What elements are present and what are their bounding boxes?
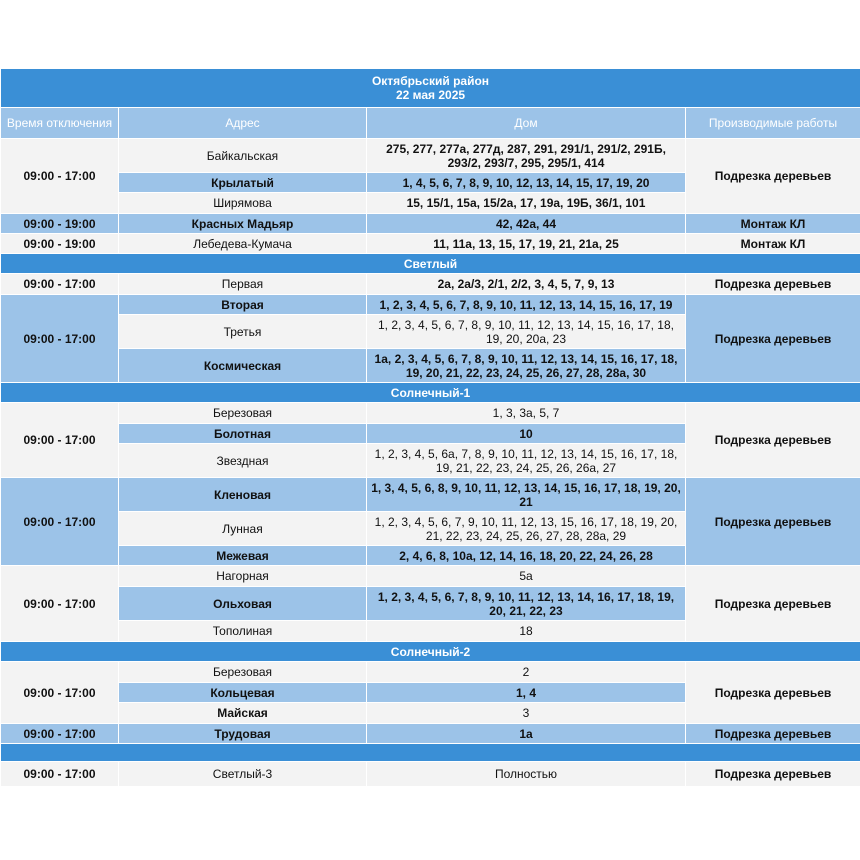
table-row	[1, 403, 860, 424]
house-numbers: 1, 2, 3, 4, 5, 6а, 7, 8, 9, 10, 11, 12, 13, 14, 15, 16, 17, 18, 19, 21, 22, 23, 24, 25, 26, 26а, 27	[367, 444, 686, 478]
street-name: Космическая	[119, 349, 367, 383]
section-separator	[1, 744, 860, 762]
table-title	[1, 69, 860, 108]
street-name: Межевая	[119, 546, 367, 566]
table-row	[1, 566, 860, 587]
work-type: Монтаж КЛ	[686, 234, 860, 254]
work-type: Подрезка деревьев	[686, 403, 860, 478]
house-numbers: 275, 277, 277а, 277д, 287, 291, 291/1, 291/2, 291Б, 293/2, 293/7, 295, 295/1, 414	[367, 139, 686, 173]
house-numbers: 1, 2, 3, 4, 5, 6, 7, 8, 9, 10, 11, 12, 13, 14, 16, 17, 18, 19, 20, 21, 22, 23	[367, 587, 686, 621]
house-numbers: 1, 4, 5, 6, 7, 8, 9, 10, 12, 13, 14, 15, 17, 19, 20	[367, 173, 686, 193]
table-row	[1, 274, 860, 295]
street-name: Третья	[119, 315, 367, 349]
house-numbers: 1, 2, 3, 4, 5, 6, 7, 8, 9, 10, 11, 12, 13, 14, 15, 16, 17, 18, 19, 20, 20а, 23	[367, 315, 686, 349]
house-numbers: 10	[367, 424, 686, 444]
house-numbers: 1, 3, 4, 5, 6, 8, 9, 10, 11, 12, 13, 14, 15, 16, 17, 18, 19, 20, 21	[367, 478, 686, 512]
house-numbers: 18	[367, 621, 686, 642]
street-name: Болотная	[119, 424, 367, 444]
work-type: Подрезка деревьев	[686, 724, 860, 744]
outage-time: 09:00 - 17:00	[1, 662, 119, 724]
house-numbers: 1, 2, 3, 4, 5, 6, 7, 9, 10, 11, 12, 13, 15, 16, 17, 18, 19, 20, 21, 22, 23, 24, 25, 26, 27, 28, 28а, 29	[367, 512, 686, 546]
street-name: Ольховая	[119, 587, 367, 621]
house-numbers: 1, 2, 3, 4, 5, 6, 7, 8, 9, 10, 11, 12, 13, 14, 15, 16, 17, 19	[367, 295, 686, 315]
street-name: Нагорная	[119, 566, 367, 587]
street-name: Лунная	[119, 512, 367, 546]
house-numbers: 42, 42а, 44	[367, 214, 686, 234]
table-row	[1, 234, 860, 254]
work-type: Подрезка деревьев	[686, 762, 860, 787]
outage-time: 09:00 - 17:00	[1, 566, 119, 642]
house-numbers: 1, 3, 3а, 5, 7	[367, 403, 686, 424]
section-title	[1, 744, 860, 762]
table-row	[1, 139, 860, 173]
outage-time: 09:00 - 19:00	[1, 234, 119, 254]
header-works: Производимые работы	[686, 108, 860, 139]
table-row	[1, 762, 860, 787]
header-time: Время отключения	[1, 108, 119, 139]
street-name: Светлый-3	[119, 762, 367, 787]
work-type: Монтаж КЛ	[686, 214, 860, 234]
outage-time: 09:00 - 17:00	[1, 295, 119, 383]
table-row	[1, 724, 860, 744]
house-numbers: Полностью	[367, 762, 686, 787]
work-type: Подрезка деревьев	[686, 295, 860, 383]
street-name: Кленовая	[119, 478, 367, 512]
table-row	[1, 478, 860, 512]
table-title-row	[1, 69, 860, 108]
house-numbers: 2	[367, 662, 686, 683]
street-name: Ширямова	[119, 193, 367, 214]
house-numbers: 5а	[367, 566, 686, 587]
outage-table	[0, 68, 860, 787]
street-name: Красных Мадьяр	[119, 214, 367, 234]
outage-time: 09:00 - 17:00	[1, 403, 119, 478]
district-name: Октябрьский район	[371, 74, 490, 88]
house-numbers: 1, 4	[367, 683, 686, 703]
work-type: Подрезка деревьев	[686, 274, 860, 295]
house-numbers: 2, 4, 6, 8, 10а, 12, 14, 16, 18, 20, 22, 24, 26, 28	[367, 546, 686, 566]
street-name: Крылатый	[119, 173, 367, 193]
house-numbers: 1а	[367, 724, 686, 744]
section-title: Солнечный-1	[1, 383, 860, 403]
work-type: Подрезка деревьев	[686, 566, 860, 642]
section-header-svetly	[1, 254, 860, 274]
street-name: Первая	[119, 274, 367, 295]
house-numbers: 15, 15/1, 15а, 15/2а, 17, 19а, 19Б, 36/1, 101	[367, 193, 686, 214]
street-name: Вторая	[119, 295, 367, 315]
outage-time: 09:00 - 17:00	[1, 478, 119, 566]
street-name: Березовая	[119, 662, 367, 683]
street-name: Березовая	[119, 403, 367, 424]
work-type: Подрезка деревьев	[686, 662, 860, 724]
outage-time: 09:00 - 17:00	[1, 274, 119, 295]
work-type: Подрезка деревьев	[686, 139, 860, 214]
outage-time: 09:00 - 17:00	[1, 724, 119, 744]
header-address: Адрес	[119, 108, 367, 139]
outage-time: 09:00 - 17:00	[1, 139, 119, 214]
section-title: Светлый	[1, 254, 860, 274]
house-numbers: 2а, 2а/3, 2/1, 2/2, 3, 4, 5, 7, 9, 13	[367, 274, 686, 295]
header-house: Дом	[367, 108, 686, 139]
house-numbers: 11, 11а, 13, 15, 17, 19, 21, 21а, 25	[367, 234, 686, 254]
section-title: Солнечный-2	[1, 642, 860, 662]
outage-time: 09:00 - 19:00	[1, 214, 119, 234]
street-name: Байкальская	[119, 139, 367, 173]
work-type: Подрезка деревьев	[686, 478, 860, 566]
outage-time: 09:00 - 17:00	[1, 762, 119, 787]
table-row	[1, 214, 860, 234]
header-row	[1, 108, 860, 139]
house-numbers: 1а, 2, 3, 4, 5, 6, 7, 8, 9, 10, 11, 12, 13, 14, 15, 16, 17, 18, 19, 20, 21, 22, 23, 24, 25, 26, 27, 28, 28а, 30	[367, 349, 686, 383]
street-name: Звездная	[119, 444, 367, 478]
outage-date: 22 мая 2025	[395, 88, 466, 102]
house-numbers: 3	[367, 703, 686, 724]
table-row	[1, 295, 860, 315]
street-name: Кольцевая	[119, 683, 367, 703]
section-header-solnechny-1	[1, 383, 860, 403]
street-name: Лебедева-Кумача	[119, 234, 367, 254]
section-header-solnechny-2	[1, 642, 860, 662]
street-name: Майская	[119, 703, 367, 724]
street-name: Трудовая	[119, 724, 367, 744]
table-row	[1, 662, 860, 683]
street-name: Тополиная	[119, 621, 367, 642]
